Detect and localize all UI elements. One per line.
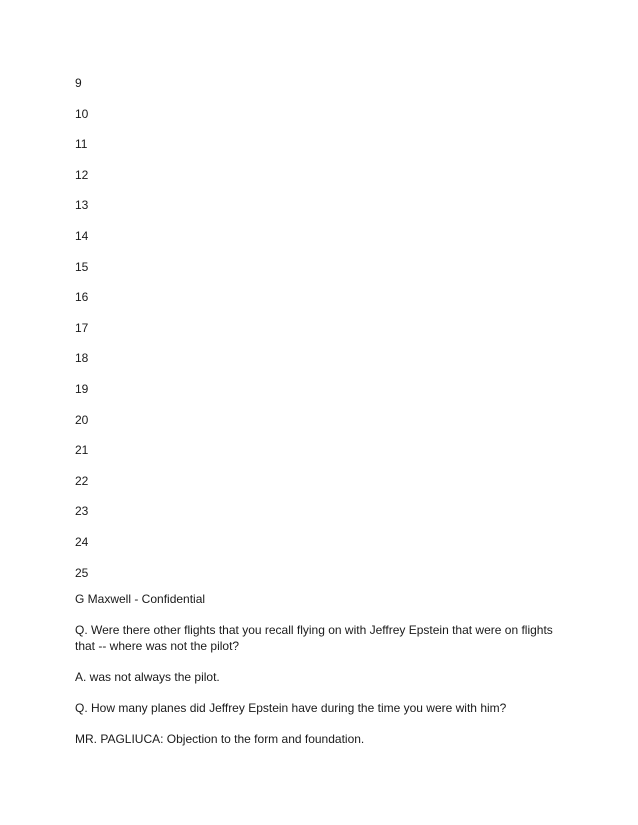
line-number: 17: [75, 320, 89, 335]
line-number: 23: [75, 504, 89, 519]
line-number: 10: [75, 106, 89, 121]
line-number: 14: [75, 228, 89, 243]
line-number: 11: [75, 137, 88, 152]
line-number: 18: [75, 351, 89, 366]
line-number: 9: [75, 76, 82, 90]
line-number-column: [75, 72, 88, 592]
line-number: 20: [75, 412, 89, 427]
line-number: 13: [75, 198, 89, 213]
transcript-body: [75, 591, 565, 762]
line-number: 24: [75, 534, 89, 549]
transcript-objection: MR. PAGLIUCA: Objection to the form and foundation.: [75, 732, 365, 746]
line-number: 12: [75, 167, 89, 182]
line-number: 19: [75, 381, 89, 396]
transcript-question: Q. Were there other flights that you recall flying on with Jeffrey Epstein that were on flights that -- where was not the pilot?: [75, 623, 553, 653]
line-number: 25: [75, 565, 89, 580]
transcript-question: Q. How many planes did Jeffrey Epstein have during the time you were with him?: [75, 701, 507, 715]
line-number: 16: [75, 290, 89, 305]
transcript-answer: A. was not always the pilot.: [75, 670, 220, 684]
line-number: 22: [75, 473, 89, 488]
line-number: 21: [75, 443, 89, 458]
line-number: 15: [75, 259, 89, 274]
document-header: G Maxwell - Confidential: [75, 592, 206, 606]
